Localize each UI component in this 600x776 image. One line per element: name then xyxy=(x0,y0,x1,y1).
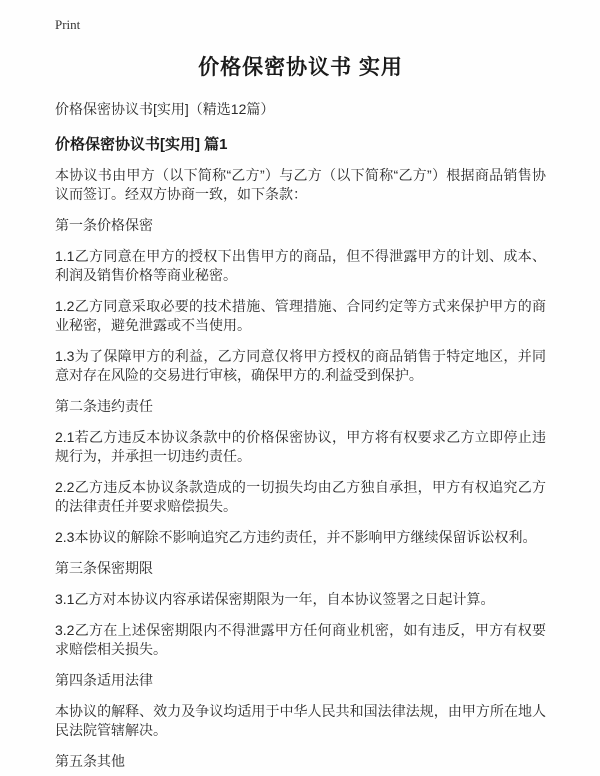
body-paragraph: 1.2乙方同意采取必要的技术措施、管理措施、合同约定等方式来保护甲方的商业秘密，避免泄露或不当使用。 xyxy=(55,298,546,333)
body-paragraph: 1.3为了保障甲方的利益，乙方同意仅将甲方授权的商品销售于特定地区，并同意对存在风险的交易进行审核，确保甲方的.利益受到保护。 xyxy=(55,348,546,383)
body-paragraph: 本协议的解释、效力及争议均适用于中华人民共和国法律法规，由甲方所在地人民法院管辖解决。 xyxy=(55,703,546,738)
article-heading: 价格保密协议书[实用] 篇1 xyxy=(55,136,228,153)
clause-heading: 第二条违约责任 xyxy=(55,398,153,414)
clause-heading: 第四条适用法律 xyxy=(55,672,153,688)
clause-heading: 第五条其他 xyxy=(55,753,125,769)
document-body xyxy=(55,166,546,771)
body-paragraph: 2.2乙方违反本协议条款造成的一切损失均由乙方独自承担，甲方有权追究乙方的法律责任并要求赔偿损失。 xyxy=(55,479,546,514)
body-paragraph: 本协议书由甲方（以下简称“乙方”）与乙方（以下简称“乙方”）根据商品销售协议而签订。经双方协商一致，如下条款： xyxy=(55,167,546,202)
body-paragraph: 2.1若乙方违反本协议条款中的价格保密协议，甲方将有权要求乙方立即停止违规行为，并承担一切违约责任。 xyxy=(55,429,546,464)
print-link[interactable]: Print xyxy=(55,17,81,32)
clause-heading: 第三条保密期限 xyxy=(55,560,153,576)
document-title: 价格保密协议书 实用 xyxy=(198,56,403,79)
body-paragraph: 3.1乙方对本协议内容承诺保密期限为一年，自本协议签署之日起计算。 xyxy=(55,591,495,607)
body-paragraph: 1.1乙方同意在甲方的授权下出售甲方的商品，但不得泄露甲方的计划、成本、利润及销售价格等商业秘密。 xyxy=(55,248,546,283)
document-subtitle: 价格保密协议书[实用]（精选12篇） xyxy=(55,101,275,117)
body-paragraph: 3.2乙方在上述保密期限内不得泄露甲方任何商业机密，如有违反，甲方有权要求赔偿相关损失。 xyxy=(55,622,546,657)
clause-heading: 第一条价格保密 xyxy=(55,217,153,233)
body-paragraph: 2.3本协议的解除不影响追究乙方违约责任，并不影响甲方继续保留诉讼权利。 xyxy=(55,529,537,545)
